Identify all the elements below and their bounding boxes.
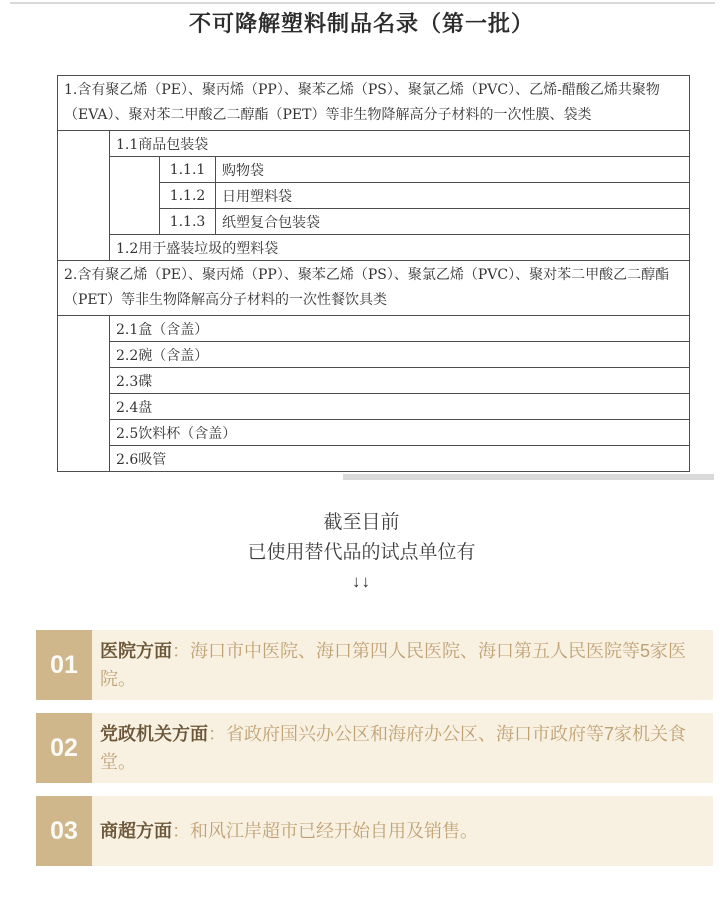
table-row-1-2 (58, 235, 690, 261)
list-item-government (36, 713, 713, 783)
subgroup-indent-cell (110, 157, 160, 235)
item-description: ：和风江岸超市已经开始自用及销售。 (172, 821, 478, 841)
item-label: 商超方面 (100, 821, 172, 841)
row-2-5-cell: 2.5饮料杯（含盖） (110, 420, 690, 446)
item-number-badge: 03 (36, 796, 92, 866)
table-row-2-2 (58, 342, 690, 368)
item-label: 医院方面 (100, 641, 172, 661)
section2-header-cell: 2.含有聚乙烯（PE）、聚丙烯（PP）、聚苯乙烯（PS）、聚氯乙烯（PVC）、聚对苯二甲酸乙二醇酯（PET）等非生物降解高分子材料的一次性餐饮具类 (58, 261, 690, 316)
row-1-1-2-number-cell: 1.1.2 (160, 183, 216, 209)
catalog-table (57, 75, 690, 472)
item-number-badge: 02 (36, 713, 92, 783)
page-title: 不可降解塑料制品名录（第一批） (188, 11, 534, 36)
table-shadow-bar (343, 474, 714, 480)
item-label: 党政机关方面 (100, 724, 208, 744)
table-row-section1-header (58, 76, 690, 131)
item-text (100, 817, 478, 845)
list-item-supermarkets (36, 796, 713, 866)
section2-indent-cell (58, 316, 110, 472)
table-row-2-6 (58, 446, 690, 472)
row-1-1-3-number-cell: 1.1.3 (160, 209, 216, 235)
row-2-2-cell: 2.2碗（含盖） (110, 342, 690, 368)
item-number-badge: 01 (36, 630, 92, 700)
row-2-1-cell: 2.1盒（含盖） (110, 316, 690, 342)
interlude-line-2: 已使用替代品的试点单位有 (247, 542, 476, 563)
table-row-2-3 (58, 368, 690, 394)
item-text (100, 720, 699, 776)
row-1-1-2-label-cell: 日用塑料袋 (216, 183, 690, 209)
table-row-section2-header (58, 261, 690, 316)
table-row-2-4 (58, 394, 690, 420)
section1-indent-cell (58, 131, 110, 261)
highlight-list (36, 630, 713, 866)
row-1-2-cell: 1.2用于盛装垃圾的塑料袋 (110, 235, 690, 261)
catalog-table-container (57, 75, 690, 472)
list-item-hospitals (36, 630, 713, 700)
row-2-3-cell: 2.3碟 (110, 368, 690, 394)
item-body (92, 630, 713, 700)
top-divider-line (10, 2, 715, 4)
row-1-1-1-label-cell: 购物袋 (216, 157, 690, 183)
table-row-2-1 (58, 316, 690, 342)
table-row-1-1 (58, 131, 690, 157)
row-1-1-cell: 1.1商品包装袋 (110, 131, 690, 157)
row-2-6-cell: 2.6吸管 (110, 446, 690, 472)
row-1-1-1-number-cell: 1.1.1 (160, 157, 216, 183)
interlude-line-1: 截至目前 (323, 512, 400, 533)
table-row-1-1-1 (58, 157, 690, 183)
item-description: ：省政府国兴办公区和海府办公区、海口市政府等7家机关食堂。 (100, 724, 687, 772)
item-body (92, 713, 713, 783)
section1-header-cell: 1.含有聚乙烯（PE）、聚丙烯（PP）、聚苯乙烯（PS）、聚氯乙烯（PVC）、乙烯-醋酸乙烯共聚物（EVA）、聚对苯二甲酸乙二醇酯（PET）等非生物降解高分子材料的一次性膜、袋类 (58, 76, 690, 131)
item-description: ：海口市中医院、海口第四人民医院、海口第五人民医院等5家医院。 (100, 641, 687, 689)
down-arrows-icon: ↓↓ (352, 572, 371, 591)
interlude-text-block (0, 508, 723, 596)
table-row-2-5 (58, 420, 690, 446)
row-1-1-3-label-cell: 纸塑复合包装袋 (216, 209, 690, 235)
row-2-4-cell: 2.4盘 (110, 394, 690, 420)
item-text (100, 637, 699, 693)
item-body (92, 796, 713, 866)
